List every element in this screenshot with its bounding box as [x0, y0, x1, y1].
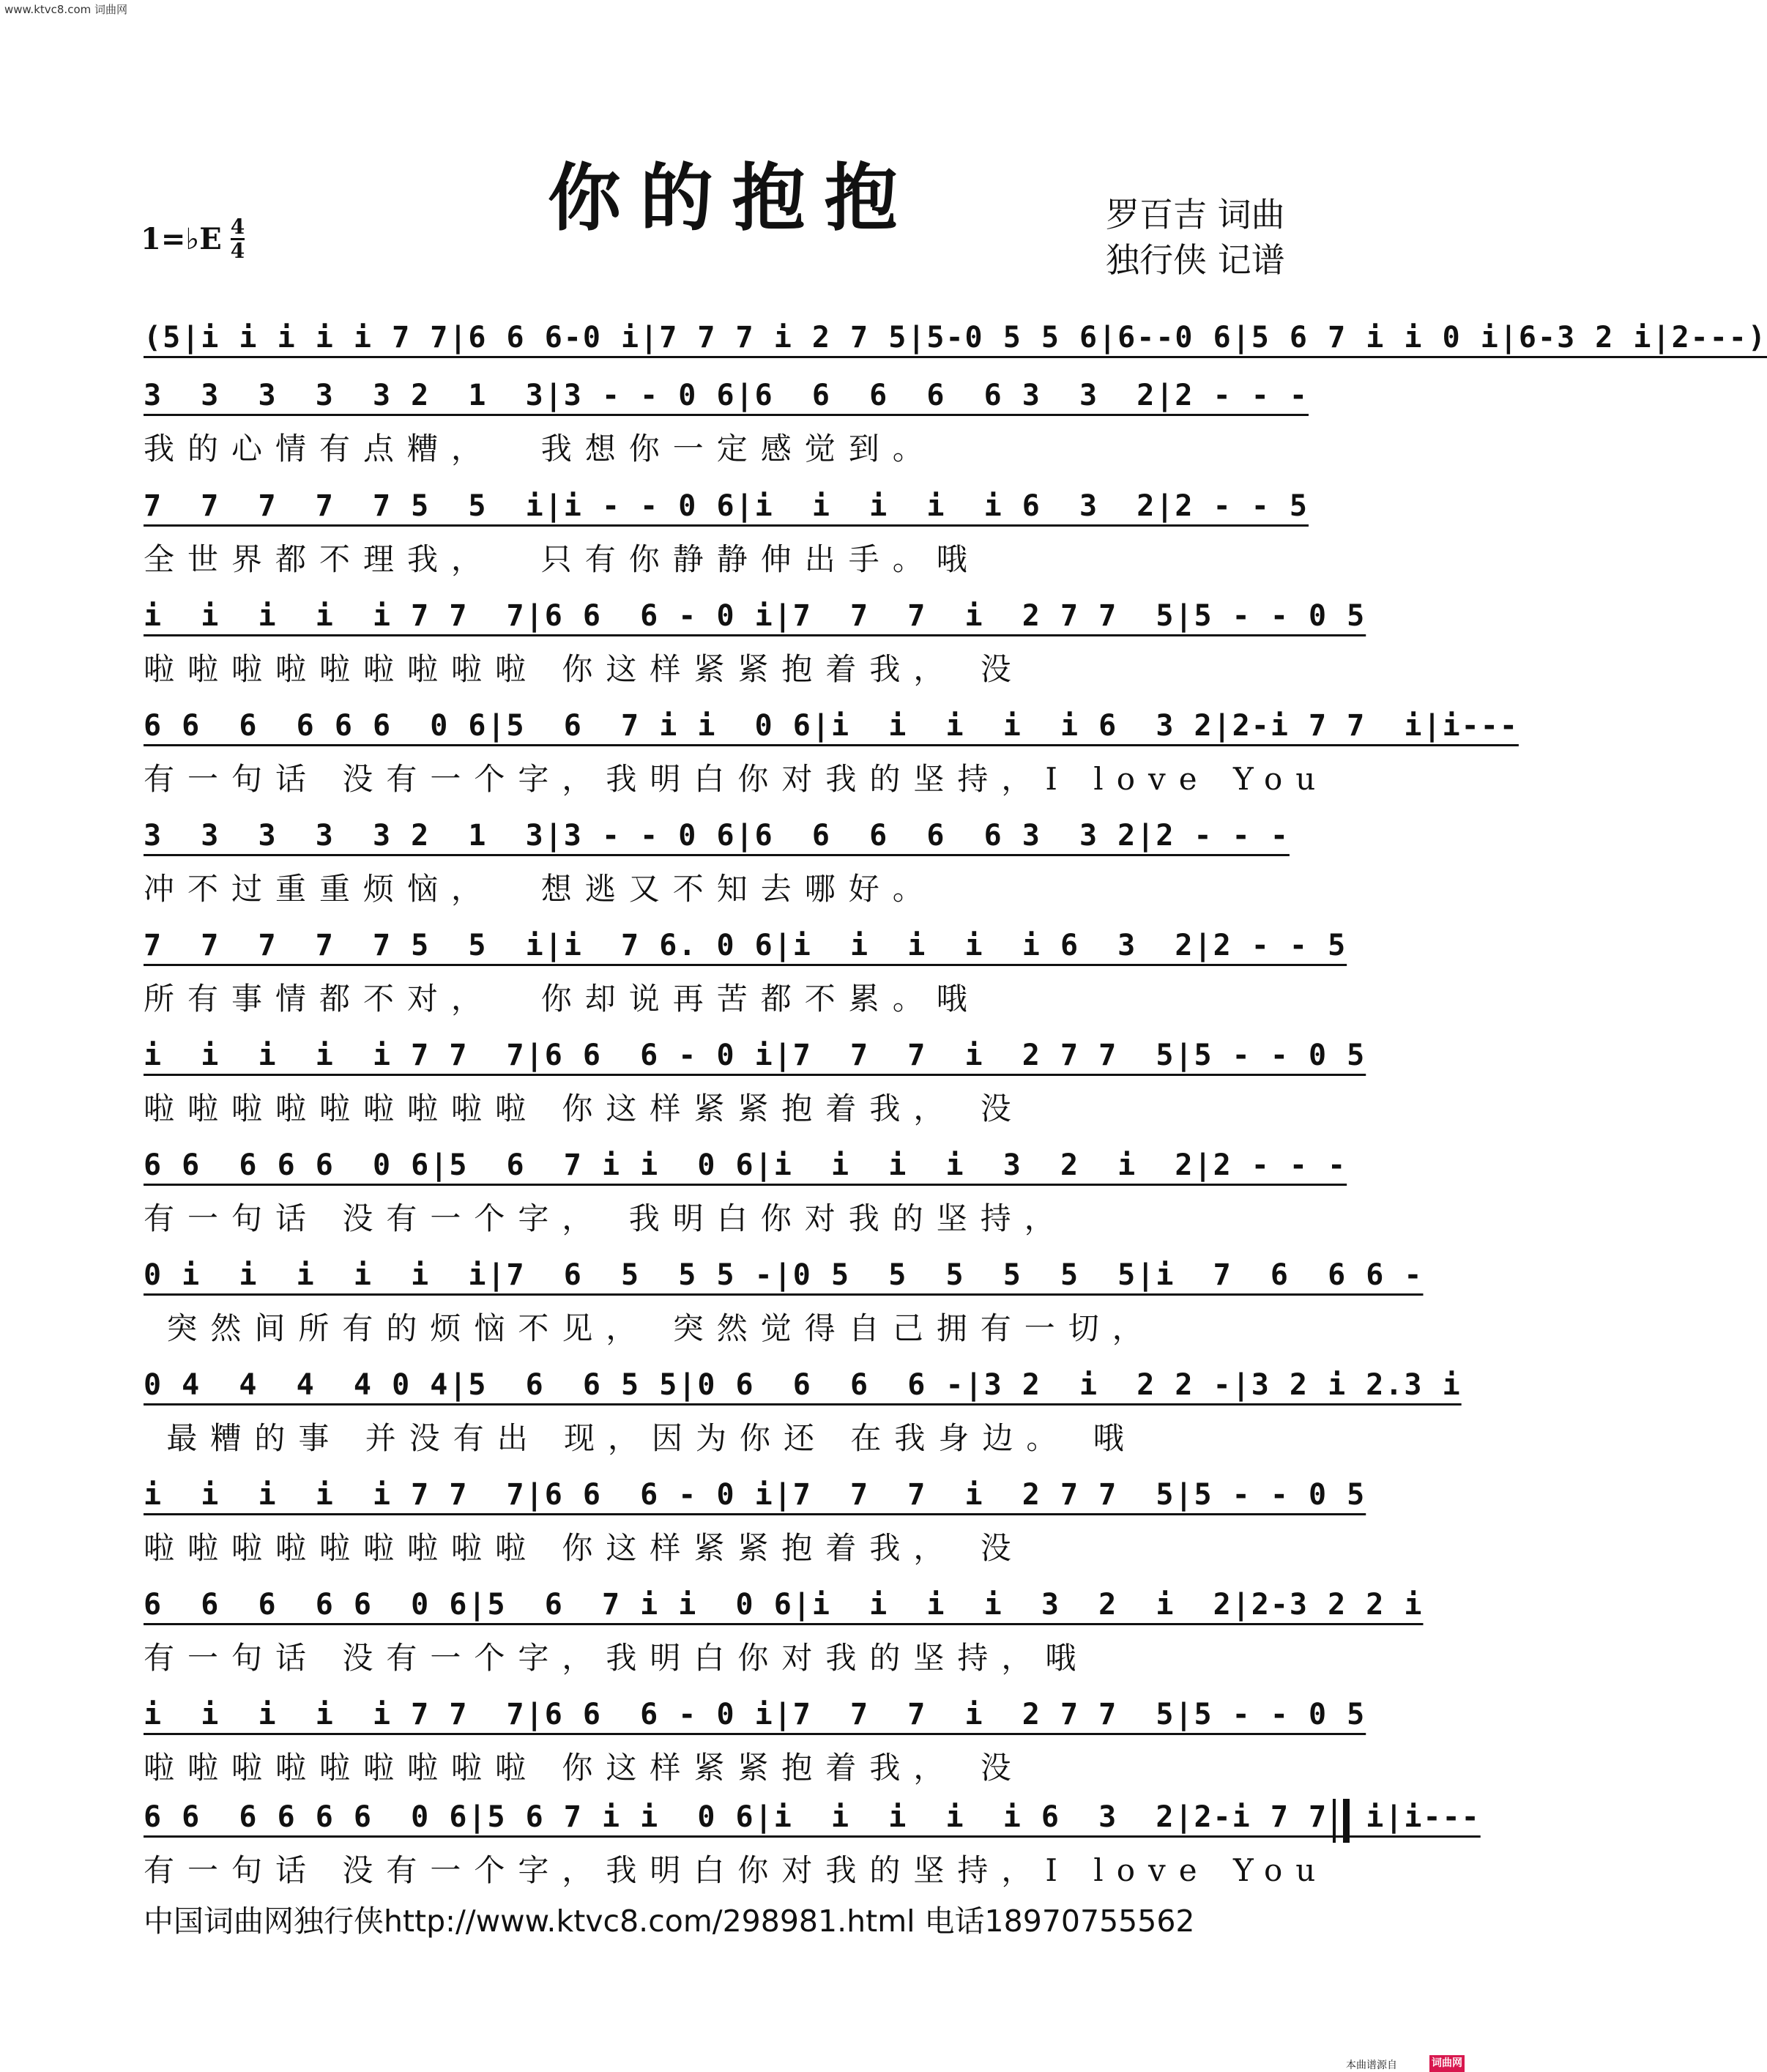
lyrics-line: 所有事情都不对， 你却说再苦都不累。哦 [144, 981, 981, 1017]
watermark-label: 本曲谱源自 [1346, 2060, 1397, 2071]
notes-line: i i i i i 7 7 7|6 6 6 - 0 i|7 7 7 i 2 7 7 5|5 - - 0 5 [144, 1478, 1366, 1512]
lyrics-line: 啦啦啦啦啦啦啦啦啦 你这样紧紧抱着我， 没 [144, 1091, 1024, 1126]
notes-line: 7 7 7 7 7 5 5 i|i - - 0 6|i i i i i 6 3 2|2 - - 5 [144, 489, 1309, 523]
time-signature [231, 216, 245, 262]
time-top: 4 [230, 215, 245, 239]
notes-line: i i i i i 7 7 7|6 6 6 - 0 i|7 7 7 i 2 7 7 5|5 - - 0 5 [144, 1698, 1366, 1731]
notes-line: 6 6 6 6 6 6 0 6|5 6 7 i i 0 6|i i i i i 6 3 2|2-i 7 7 i|i--- [144, 709, 1519, 743]
lyrics-line: 全世界都不理我， 只有你静静伸出手。哦 [144, 541, 981, 577]
key-label: 1=♭E [141, 222, 222, 256]
lyrics-line: 啦啦啦啦啦啦啦啦啦 你这样紧紧抱着我， 没 [144, 1750, 1024, 1786]
notes-line: i i i i i 7 7 7|6 6 6 - 0 i|7 7 7 i 2 7 7 5|5 - - 0 5 [144, 599, 1366, 633]
lyrics-line: 有一句话 没有一个字，我明白你对我的坚持，I love You [144, 1852, 1329, 1888]
credit-transcriber: 独行侠 记谱 [1106, 240, 1285, 280]
notes-line: 6 6 6 6 6 6 0 6|5 6 7 i i 0 6|i i i i i 6 3 2|2-i 7 7 i|i--- [144, 1800, 1481, 1834]
credit-lyricist: 罗百吉 词曲 [1106, 195, 1285, 234]
time-bottom: 4 [230, 239, 245, 263]
notes-line: 7 7 7 7 7 5 5 i|i 7 6. 0 6|i i i i i 6 3 2|2 - - 5 [144, 929, 1347, 962]
site-header-text: www.ktvc8.com 词曲网 [4, 3, 128, 16]
credits [1106, 192, 1285, 283]
lyrics-line: 我的心情有点糟， 我想你一定感觉到。 [144, 431, 937, 467]
lyrics-line: 啦啦啦啦啦啦啦啦啦 你这样紧紧抱着我， 没 [144, 651, 1024, 687]
lyrics-line: 有一句话 没有一个字，我明白你对我的坚持，哦 [144, 1640, 1090, 1676]
notes-line: 6 6 6 6 6 0 6|5 6 7 i i 0 6|i i i i 3 2 i 2|2-3 2 2 i [144, 1588, 1424, 1622]
lyrics-line: 啦啦啦啦啦啦啦啦啦 你这样紧紧抱着我， 没 [144, 1530, 1024, 1566]
lyrics-line: 有一句话 没有一个字，我明白你对我的坚持，I love You [144, 761, 1329, 797]
lyrics-line: 突然间所有的烦恼不见， 突然觉得自己拥有一切， [144, 1310, 1156, 1346]
final-barline [1333, 1799, 1350, 1843]
notes-line: 3 3 3 3 3 2 1 3|3 - - 0 6|6 6 6 6 6 3 3 2|2 - - - [144, 819, 1290, 853]
footer-contact: 中国词曲网独行侠http://www.ktvc8.com/298981.html 电话18970755562 [144, 1904, 1195, 1939]
lyrics-line: 有一句话 没有一个字， 我明白你对我的坚持， [144, 1200, 1068, 1236]
notes-line: 0 i i i i i i|7 6 5 5 5 -|0 5 5 5 5 5 5|i 7 6 6 6 - [144, 1258, 1424, 1292]
lyrics-line: 冲不过重重烦恼， 想逃又不知去哪好。 [144, 871, 937, 907]
song-title: 你的抱抱 [548, 155, 917, 241]
watermark-logo: 词曲网 [1429, 2055, 1465, 2072]
notes-line: 0 4 4 4 4 0 4|5 6 6 5 5|0 6 6 6 6 -|3 2 i 2 2 -|3 2 i 2.3 i [144, 1368, 1462, 1402]
notes-line: i i i i i 7 7 7|6 6 6 - 0 i|7 7 7 i 2 7 7 5|5 - - 0 5 [144, 1039, 1366, 1072]
lyrics-line: 最糟的事 并没有出 现，因为你还 在我身边。 哦 [144, 1420, 1137, 1456]
notes-line: 3 3 3 3 3 2 1 3|3 - - 0 6|6 6 6 6 6 3 3 2|2 - - - [144, 379, 1309, 412]
key-signature [141, 216, 245, 262]
notes-line: 6 6 6 6 6 0 6|5 6 7 i i 0 6|i i i i 3 2 i 2|2 - - - [144, 1148, 1347, 1182]
notes-line-intro: (5|i i i i i 7 7|6 6 6-0 i|7 7 7 i 2 7 5|5-0 5 5 6|6--0 6|5 6 7 i i 0 i|6-3 2 i|2---) [144, 321, 1767, 354]
